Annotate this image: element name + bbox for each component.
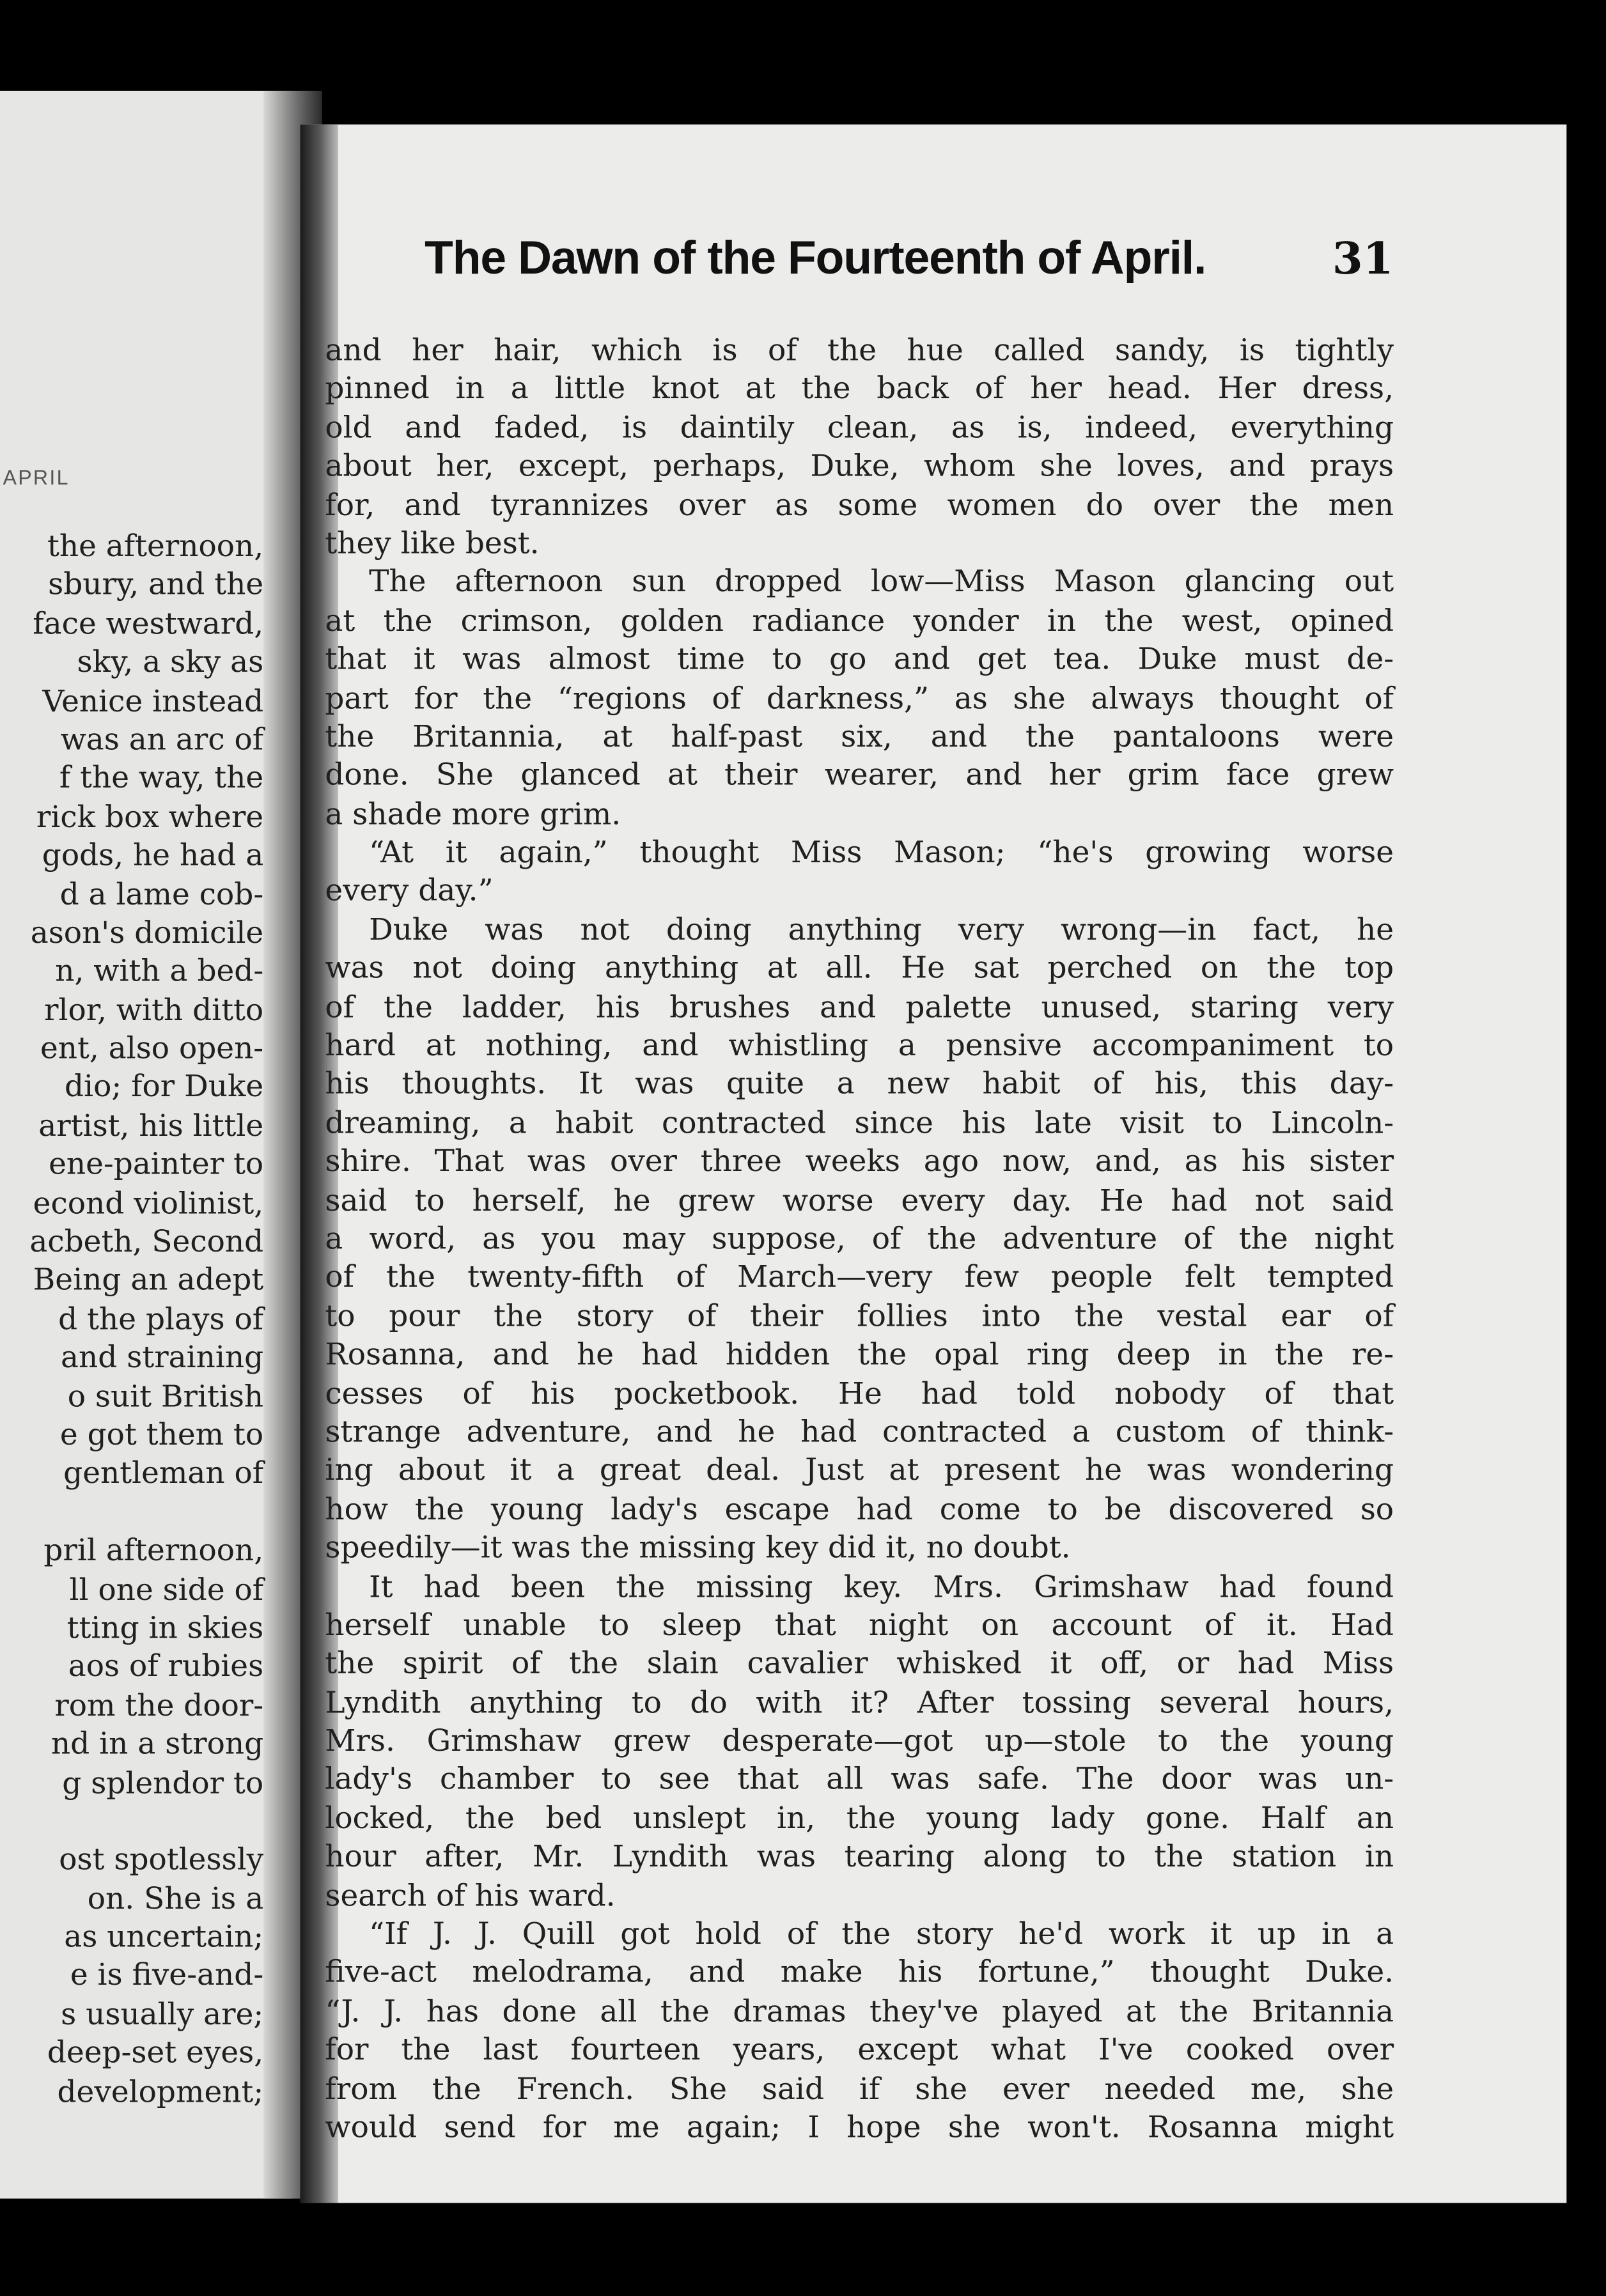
left-text-line: as uncertain; [64,1919,264,1955]
text-line: dreaming, a habit contracted since his late visit to Lincoln- [325,1105,1394,1140]
text-line: at the crimson, golden radiance yonder in the west, opined [325,602,1394,638]
text-line: done. She glanced at their wearer, and her grim face grew [325,757,1394,793]
text-line: to pour the story of their follies into the vestal ear of [325,1298,1394,1333]
text-line: Lyndith anything to do with it? After tossing several hours, [325,1684,1394,1719]
left-page-text [0,527,263,2111]
text-line: that it was almost time to go and get tea. Duke must de- [325,641,1394,677]
left-text-line: ason's domicile [30,915,264,950]
text-line: and her hair, which is of the hue called sandy, is tightly [325,332,1394,368]
text-line: how the young lady's escape had come to be discovered so [325,1491,1394,1526]
left-text-line: was an arc of [60,721,264,757]
text-line: Duke was not doing anything very wrong—in fact, he [369,911,1394,947]
left-text-line: gods, he had a [42,837,264,873]
text-line: search of his ward. [325,1877,616,1913]
left-text-line: acbeth, Second [29,1223,264,1259]
left-text-line: rom the door- [54,1687,264,1723]
text-line: his thoughts. It was quite a new habit of his, this day- [325,1066,1394,1102]
text-line: herself unable to sleep that night on account of it. Had [325,1607,1394,1643]
left-text-line: d the plays of [58,1301,264,1337]
left-text-line: sky, a sky as [77,644,264,679]
text-line: for the last fourteen years, except what I've cooked over [325,2031,1394,2067]
left-text-line: gentleman of [63,1455,264,1491]
left-text-line: rick box where [36,798,264,834]
left-text-line: ent, also open- [40,1030,264,1066]
text-line: five-act melodrama, and make his fortune,” thought Duke. [325,1955,1394,1990]
text-line: of the twenty-fifth of March—very few people felt tempted [325,1259,1394,1295]
text-line: cesses of his pocketbook. He had told nobody of that [325,1375,1394,1411]
left-text-line: and straining [61,1339,264,1375]
text-line: locked, the bed unslept in, the young lady gone. Half an [325,1800,1394,1836]
text-line: speedily—it was the missing key did it, no doubt. [325,1530,1071,1565]
text-line: pinned in a little knot at the back of her head. Her dress, [325,371,1394,407]
text-line: the Britannia, at half-past six, and the pantaloons were [325,718,1394,754]
text-line: about her, except, perhaps, Duke, whom she loves, and prays [325,448,1394,484]
left-text-line: pril afternoon, [43,1532,264,1568]
text-line: lady's chamber to see that all was safe. The door was un- [325,1761,1394,1797]
body-text [325,331,1394,2145]
left-text-line: e is five-and- [70,1957,264,1993]
left-text-line: face westward, [33,605,264,641]
left-text-line: f the way, the [59,760,264,796]
left-text-line: ost spotlessly [59,1842,264,1877]
text-line: part for the “regions of darkness,” as she always thought of [325,679,1394,715]
page-number: 31 [1332,234,1394,286]
text-line: they like best. [325,525,540,561]
left-text-line: artist, his little [38,1108,264,1144]
left-text-line: econd violinist, [33,1185,264,1221]
left-text-line: nd in a strong [51,1726,264,1762]
left-text-line: rlor, with ditto [44,991,264,1027]
text-line: Mrs. Grimshaw grew desperate—got up—stole to the young [325,1723,1394,1758]
text-line: old and faded, is daintily clean, as is, indeed, everything [325,409,1394,445]
text-line: strange adventure, and he had contracted a custom of think- [325,1413,1394,1449]
text-line: hard at nothing, and whistling a pensive accompaniment to [325,1027,1394,1063]
running-head: The Dawn of the Fourteenth of April. [425,231,1206,284]
left-text-line: o suit British [67,1378,264,1414]
left-text-line: dio; for Duke [65,1069,264,1105]
text-line: “If J. J. Quill got hold of the story he'd work it up in a [369,1916,1394,1951]
text-line: Rosanna, and he had hidden the opal ring deep in the re- [325,1337,1394,1372]
text-line: a shade more grim. [325,796,621,832]
left-text-line [0,1493,263,1531]
left-text-line: e got them to [59,1416,264,1452]
left-text-line: s usually are; [61,1996,264,2032]
left-text-line: d a lame cob- [59,876,264,911]
left-text-line: Venice instead [42,683,264,718]
left-text-line: tting in skies [66,1610,264,1645]
left-text-line: n, with a bed- [55,953,264,989]
left-running-head: APRIL [3,465,70,489]
text-line: of the ladder, his brushes and palette unused, staring very [325,989,1394,1025]
left-text-line: development; [57,2074,264,2109]
text-line: was not doing anything at all. He sat perched on the top [325,950,1394,986]
left-text-line: sbury, and the [48,567,264,603]
text-line: said to herself, he grew worse every day. He had not said [325,1182,1394,1218]
text-line: shire. That was over three weeks ago now, and, as his sister [325,1143,1394,1179]
text-line: a word, as you may suppose, of the adventure of the night [325,1220,1394,1256]
text-line: for, and tyrannizes over as some women do over the men [325,486,1394,522]
left-text-line: ll one side of [69,1571,264,1607]
text-line: The afternoon sun dropped low—Miss Mason glancing out [369,564,1394,600]
left-text-line: deep-set eyes, [47,2035,264,2070]
left-text-line: Being an adept [33,1262,264,1298]
left-text-line: g splendor to [62,1764,264,1800]
text-line: hour after, Mr. Lyndith was tearing along to the station in [325,1838,1394,1874]
text-line: the spirit of the slain cavalier whisked it off, or had Miss [325,1645,1394,1681]
text-line: “At it again,” thought Miss Mason; “he's growing worse [369,834,1394,870]
left-text-line: the afternoon, [47,528,264,564]
text-line: “J. J. has done all the dramas they've played at the Britannia [325,1993,1394,2029]
left-text-line: ene-painter to [49,1146,264,1182]
left-text-line: aos of rubies [68,1648,264,1684]
text-line: It had been the missing key. Mrs. Grimshaw had found [369,1568,1394,1604]
left-text-line [0,1802,263,1840]
left-text-line: on. She is a [87,1880,264,1916]
text-line: from the French. She said if she ever needed me, she [325,2070,1394,2106]
text-line: ing about it a great deal. Just at present he was wondering [325,1452,1394,1488]
text-line: every day.” [325,873,494,908]
text-line: would send for me again; I hope she won't. Rosanna might [325,2109,1394,2145]
